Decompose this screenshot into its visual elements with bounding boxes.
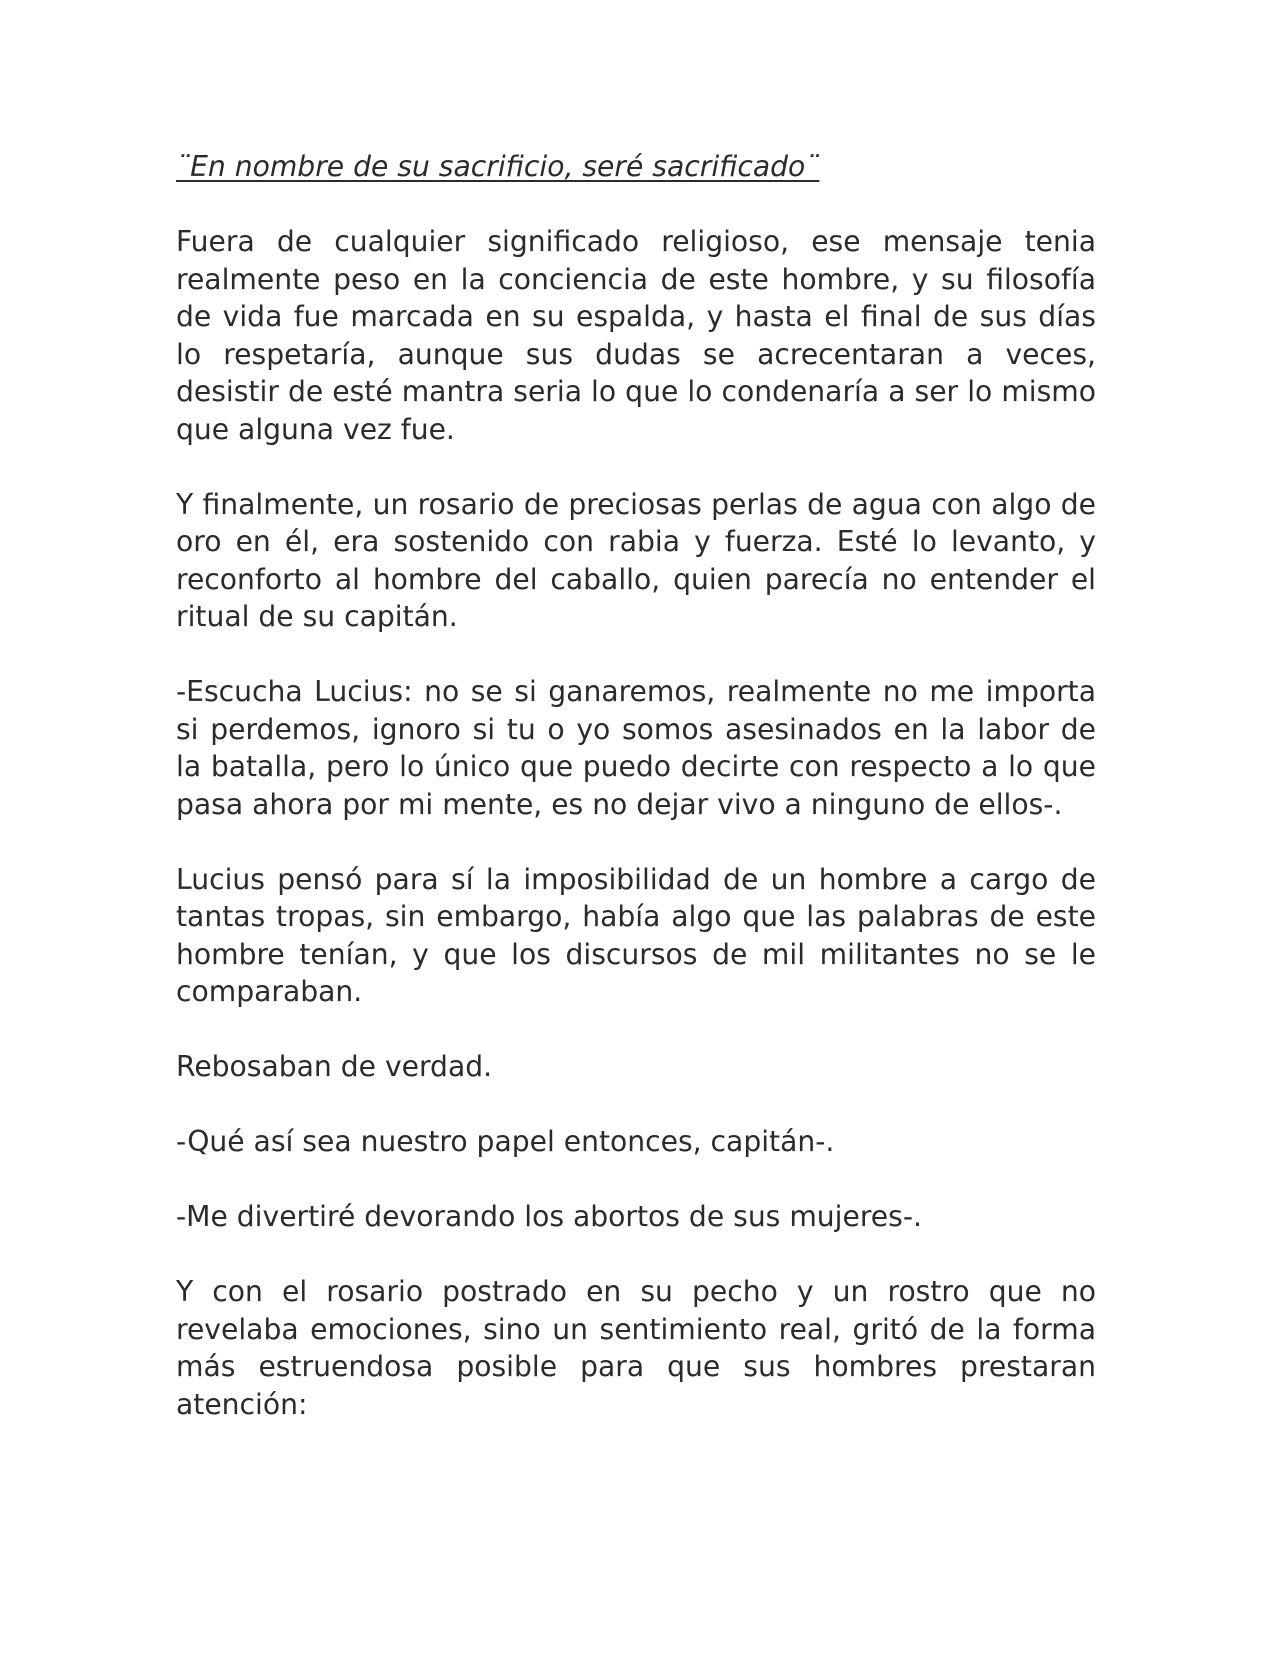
- paragraph-4: Lucius pensó para sí la imposibilidad de un hombre a cargo de tantas tropas, sin embargo, había algo que las palabras de este hombre tenían, y que los discursos de mil militantes no se le comparaban.: [176, 862, 1096, 1008]
- paragraph-6: -Qué así sea nuestro papel entonces, capitán-.: [176, 1125, 835, 1158]
- document-title: ¨En nombre de su sacrificio, seré sacrificado¨: [176, 150, 820, 183]
- document-page: [176, 148, 1096, 1423]
- paragraph-1: Fuera de cualquier significado religioso, ese mensaje tenia realmente peso en la conciencia de este hombre, y su filosofía de vida fue marcada en su espalda, y hasta el final de sus días lo respetaría, aunque sus dudas se acrecentaran a veces, desistir de esté mantra seria lo que lo condenaría a ser lo mismo que alguna vez fue.: [176, 225, 1096, 446]
- paragraph-2: Y finalmente, un rosario de preciosas perlas de agua con algo de oro en él, era sostenido con rabia y fuerza. Esté lo levanto, y reconforto al hombre del caballo, quien parecía no entender el ritual de su capitán.: [176, 487, 1096, 633]
- paragraph-5: Rebosaban de verdad.: [176, 1050, 493, 1083]
- paragraph-7: -Me divertiré devorando los abortos de sus mujeres-.: [176, 1200, 922, 1233]
- paragraph-8: Y con el rosario postrado en su pecho y un rostro que no revelaba emociones, sino un sentimiento real, gritó de la forma más estruendosa posible para que sus hombres prestaran atención:: [176, 1275, 1096, 1421]
- paragraph-3: -Escucha Lucius: no se si ganaremos, realmente no me importa si perdemos, ignoro si tu o yo somos asesinados en la labor de la batalla, pero lo único que puedo decirte con respecto a lo que pasa ahora por mi mente, es no dejar vivo a ninguno de ellos-.: [176, 675, 1096, 821]
